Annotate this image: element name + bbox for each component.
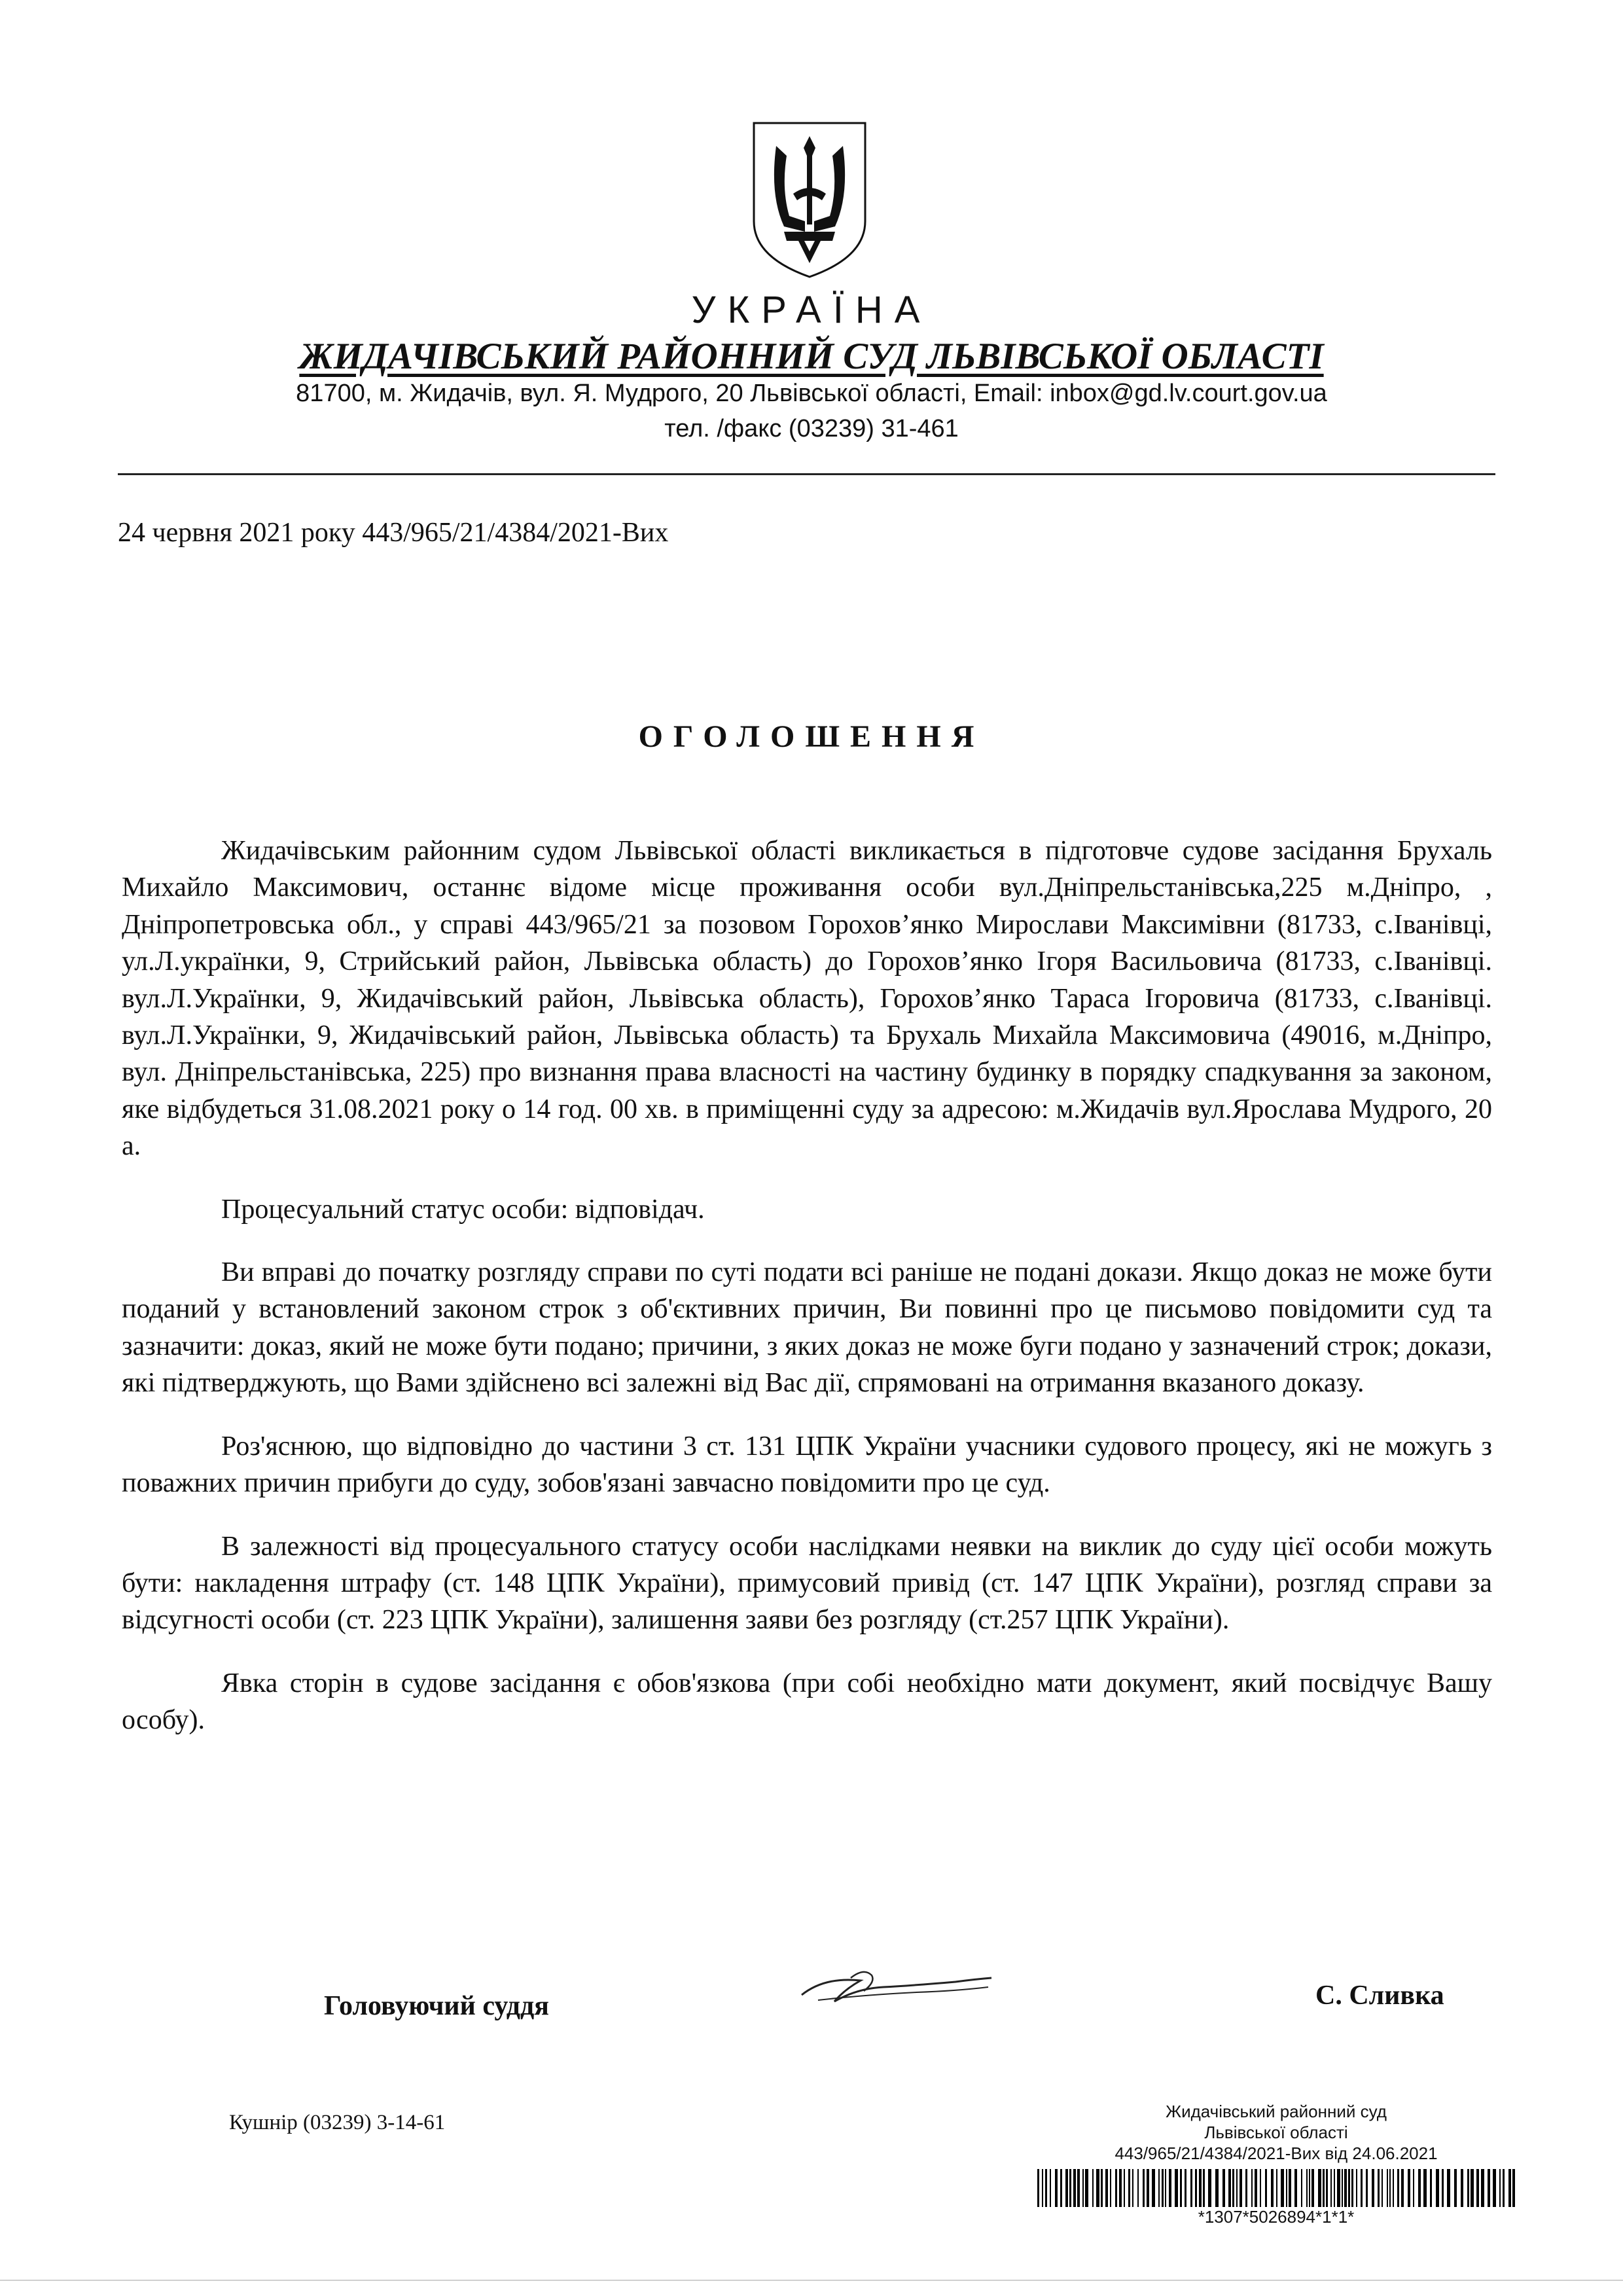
court-name: ЖИДАЧІВСЬКИЙ РАЙОННИЙ СУД ЛЬВІВСЬКОЇ ОБЛАСТІ (299, 336, 1324, 377)
court-phone: тел. /факс (03239) 31-461 (664, 415, 959, 442)
trident-coat-of-arms-icon (747, 117, 872, 281)
signature-label: Головуючий суддя (324, 1991, 549, 2021)
barcode-icon (1037, 2169, 1518, 2207)
barcode-text: *1307*5026894*1*1* (1198, 2207, 1355, 2227)
paragraph: Ви вправі до початку розгляду справи по суті подати всі раніше не подані докази. Якщо доказ не може бути поданий у встановлений законом строк з об'єктивних причин, Ви повинні про це письмово повідомити суд та зазначити: доказ, який не може бути подано; причини, з яких доказ не може буги подано у зазначений строк; докази, які підтверджують, що Вами здійснено всі залежні від Вас дії, спрямовані на отримання вказаного доказу. (122, 1257, 1492, 1399)
stamp-line: Жидачівський районний суд (1166, 2102, 1387, 2121)
paragraph: Явка сторін в судове засідання є обов'язкова (при собі необхідно мати документ, який посвідчує Вашу особу). (122, 1668, 1492, 1736)
signatory-name: С. Сливка (1315, 1981, 1444, 2011)
paragraph: Процесуальний статус особи: відповідач. (221, 1194, 705, 1225)
date-reference: 24 червня 2021 року 443/965/21/4384/2021-Вих (118, 518, 669, 548)
document-body (122, 833, 1492, 1765)
stamp-line: Львівської області (1204, 2123, 1348, 2142)
registration-stamp (1034, 2101, 1518, 2164)
court-address: 81700, м. Жидачів, вул. Я. Мудрого, 20 Львівської області, Email: inbox@gd.lv.court.gov.ua (296, 380, 1327, 407)
country-name: УКРАЇНА (691, 289, 932, 331)
handwritten-signature (798, 1962, 995, 2015)
paragraph: Жидачівським районним судом Львівської області викликається в підготовче судове засідання Брухаль Михайло Максимович, останнє відоме місце проживання особи вул.Дніпрельстанівська,225 м.Дніпро, , Дніпропетровська обл., у справі 443/965/21 за позовом Горохов’янко Мирослави Максимівни (81733, с.Іванівці, ул.Л.українки, 9, Стрийський район, Львівська область) до Горохов’янко Ігоря Васильовича (81733, с.Іванівці. вул.Л.Українки, 9, Жидачівський район, Львівська область), Горохов’янко Тараса Ігоровича (81733, с.Іванівці. вул.Л.Українки, 9, Жидачівський район, Львівська область) та Брухаль Михайла Максимовича (49016, м.Дніпро, вул. Дніпрельстанівська, 225) про визнання права власності на частину будинку в порядку спадкування за законом, яке відбудеться 31.08.2021 року о 14 год. 00 хв. в приміщенні суду за адресою: м.Жидачів вул.Ярослава Мудрого, 20 а. (122, 836, 1492, 1162)
executor-contact: Кушнір (03239) 3-14-61 (229, 2111, 446, 2134)
scan-edge (0, 2280, 1623, 2281)
stamp-line: 443/965/21/4384/2021-Вих від 24.06.2021 (1115, 2144, 1438, 2163)
document-title: ОГОЛОШЕННЯ (638, 719, 985, 754)
paragraph: Роз'яснюю, що відповідно до частини 3 ст. 131 ЦПК України учасники судового процесу, які не можугь з поважних причин прибуги до суду, зобов'язані завчасно повідомити про це суд. (122, 1431, 1492, 1499)
paragraph: В залежності від процесуального статусу особи наслідками неявки на виклик до суду цієї особи можуть бути: накладення штрафу (ст. 148 ЦПК України), примусовий привід (ст. 147 ЦПК України), розгляд справи за відсугності особи (ст. 223 ЦПК України), залишення заяви без розгляду (ст.257 ЦПК України). (122, 1531, 1492, 1636)
header-divider (118, 473, 1495, 475)
